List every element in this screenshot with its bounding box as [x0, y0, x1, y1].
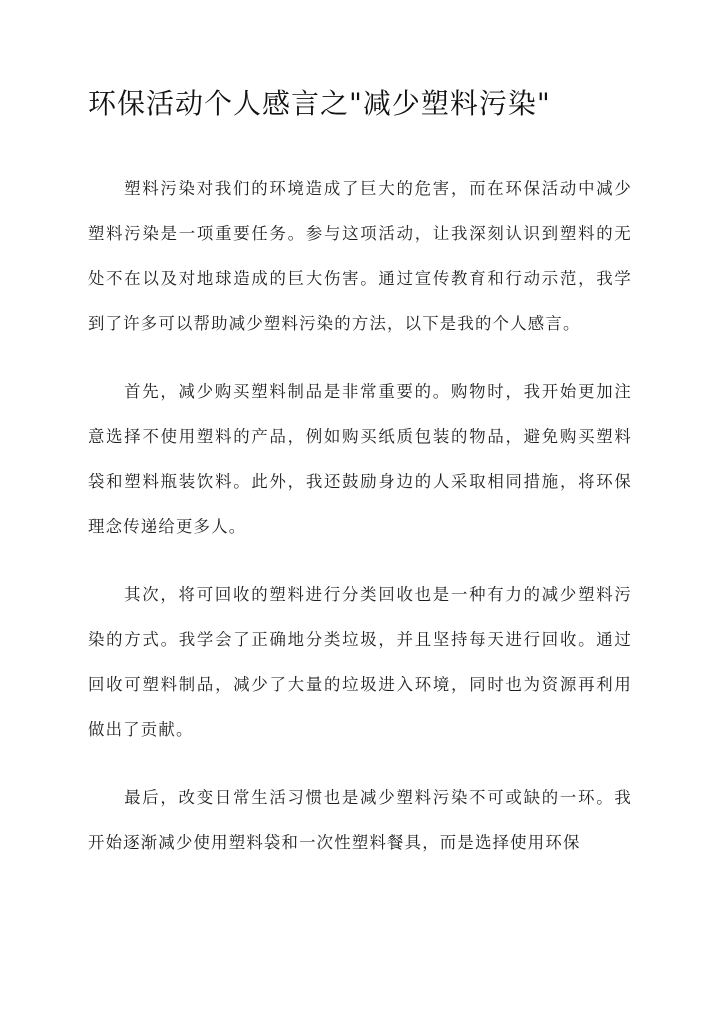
paragraph-3: 其次，将可回收的塑料进行分类回收也是一种有力的减少塑料污染的方式。我学会了正确地分类垃圾，并且坚持每天进行回收。通过回收可塑料制品，减少了大量的垃圾进入环境，同时也为资源再利用做出了贡献。 [88, 585, 632, 739]
document-body [88, 166, 632, 888]
paragraph-4: 最后，改变日常生活习惯也是减少塑料污染不可或缺的一环。我开始逐渐减少使用塑料袋和一次性塑料餐具，而是选择使用环保 [88, 788, 632, 852]
paragraph-2: 首先，减少购买塑料制品是非常重要的。购物时，我开始更加注意选择不使用塑料的产品，例如购买纸质包装的物品，避免购买塑料袋和塑料瓶装饮料。此外，我还鼓励身边的人采取相同措施，将环保理念传递给更多人。 [88, 382, 632, 536]
document-title: 环保活动个人感言之"减少塑料污染" [88, 87, 551, 120]
paragraph-1: 塑料污染对我们的环境造成了巨大的危害，而在环保活动中减少塑料污染是一项重要任务。参与这项活动，让我深刻认识到塑料的无处不在以及对地球造成的巨大伤害。通过宣传教育和行动示范，我学到了许多可以帮助减少塑料污染的方法，以下是我的个人感言。 [88, 179, 632, 333]
